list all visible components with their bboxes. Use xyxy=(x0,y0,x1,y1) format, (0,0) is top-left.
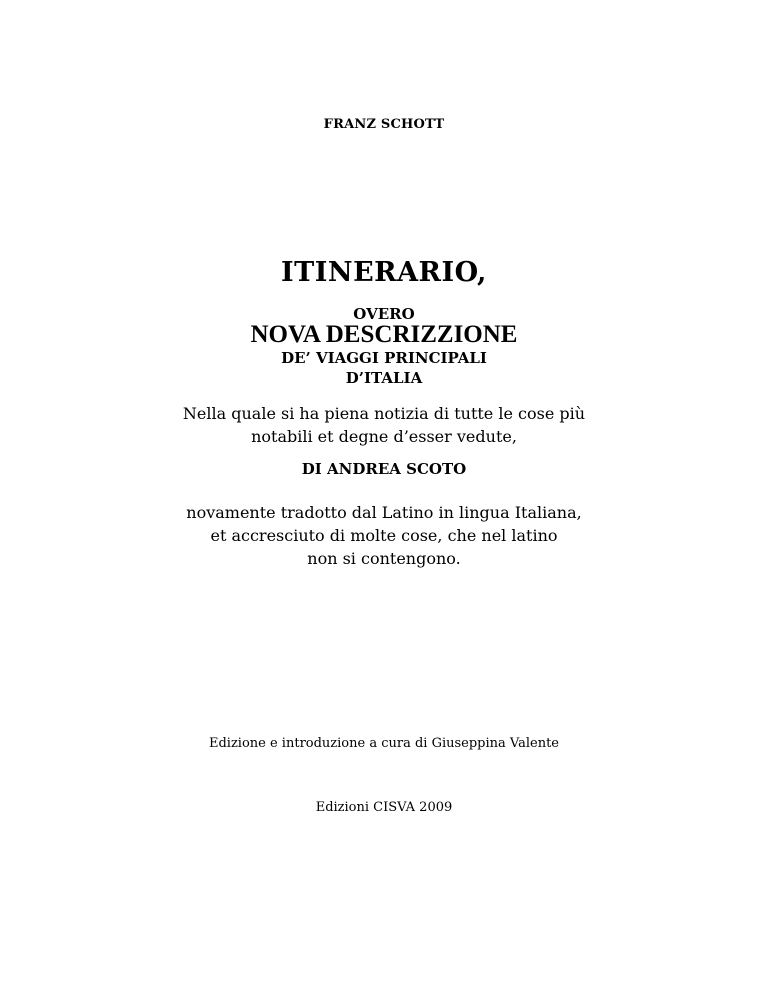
author-name: FRANZ SCHOTT xyxy=(323,117,445,132)
subtitle-line-2: DE’ VIAGGI PRINCIPALI xyxy=(281,349,487,367)
translation-line: novamente tradotto dal Latino in lingua Italiana, xyxy=(186,503,582,522)
by-author: DI ANDREA SCOTO xyxy=(301,460,467,478)
overo-label: OVERO xyxy=(353,305,415,323)
translation-line: et accresciuto di molte cose, che nel latino xyxy=(210,526,558,545)
subtitle-line-3: D’ITALIA xyxy=(345,369,423,387)
curator-note: Edizione e introduzione a cura di Giuseppina Valente xyxy=(208,736,560,751)
description-block xyxy=(0,402,768,448)
translation-line: non si contengono. xyxy=(307,549,461,568)
book-subtitle: NOVA DESCRIZZIONE xyxy=(250,321,518,348)
description-line: Nella quale si ha piena notizia di tutte le cose più xyxy=(182,404,586,423)
book-title: ITINERARIO, xyxy=(281,257,487,288)
publisher-line: Edizioni CISVA 2009 xyxy=(315,800,453,815)
translation-block xyxy=(0,501,768,570)
description-line: notabili et degne d’esser vedute, xyxy=(251,427,517,446)
